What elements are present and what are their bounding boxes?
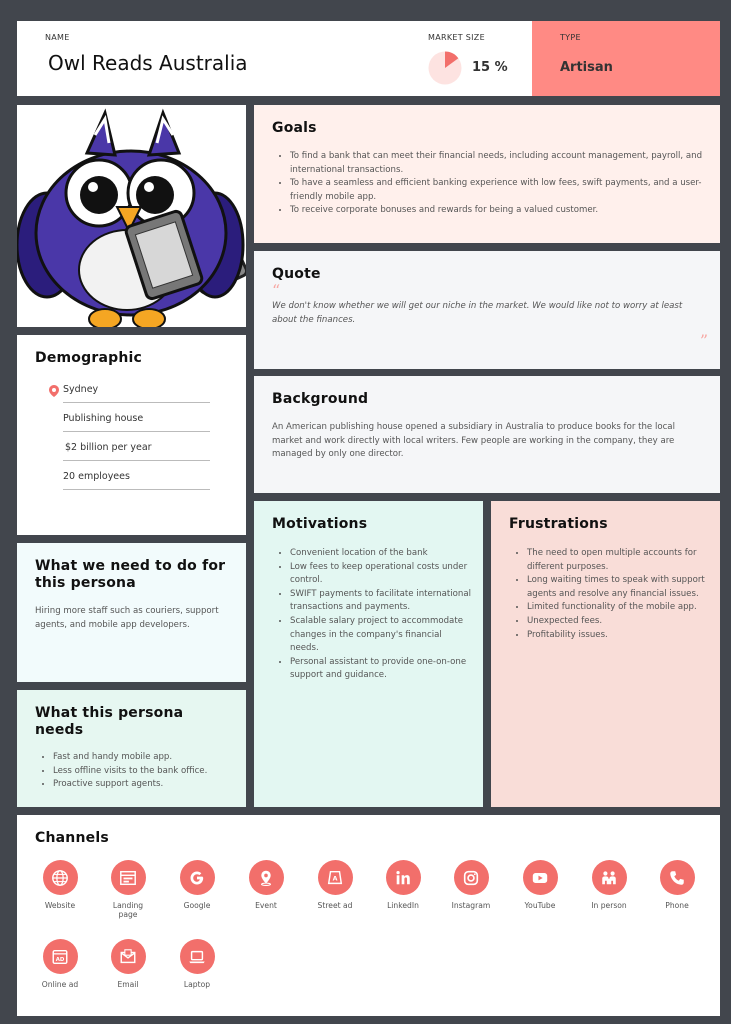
quote-title: Quote: [272, 266, 321, 282]
list-item: • Unexpected fees.: [527, 615, 709, 629]
close-quote-icon: ”: [699, 331, 708, 350]
globe-icon: [43, 860, 78, 895]
channel-website[interactable]: [30, 860, 90, 910]
background-card: [254, 376, 720, 493]
channel-label: Google: [183, 901, 211, 910]
needs-list: [35, 751, 235, 792]
ad-icon: [43, 939, 78, 974]
persona-header: [17, 21, 532, 96]
market-size-value: 15 %: [472, 60, 508, 75]
street-sign-icon: [318, 860, 353, 895]
market-size-label: MARKET SIZE: [428, 33, 485, 42]
location-pin-icon: [49, 385, 59, 397]
type-label: TYPE: [560, 33, 581, 42]
list-item: • The need to open multiple accounts for different purposes.: [527, 547, 709, 574]
goals-card: [254, 105, 720, 243]
frustrations-list: [509, 547, 709, 642]
list-item: • Low fees to keep operational costs under control.: [290, 561, 472, 588]
demographic-revenue: $2 billion per year: [63, 439, 210, 461]
laptop-icon: [180, 939, 215, 974]
demographic-employees: 20 employees: [63, 468, 210, 490]
background-text: An American publishing house opened a subsidiary in Australia to produce books for the local market and work directly with local writers. Few people are working in the company, they are managed by only one director.: [272, 422, 675, 460]
google-icon: [180, 860, 215, 895]
channel-event[interactable]: [236, 860, 296, 910]
goals-title: Goals: [272, 120, 317, 136]
location-pin-icon: [249, 860, 284, 895]
list-item: • Long waiting times to speak with support agents and resolve any financial issues.: [527, 574, 709, 601]
motivations-title: Motivations: [272, 516, 368, 532]
list-item: • To have a seamless and efficient banking experience with low fees, swift payments, and a user-friendly mobile app.: [290, 177, 704, 204]
channel-email[interactable]: [98, 939, 158, 989]
type-value: Artisan: [560, 60, 613, 75]
demographic-industry: Publishing house: [63, 410, 210, 432]
channel-label: Email: [117, 980, 139, 989]
frustrations-card: [491, 501, 720, 807]
motivations-list: [272, 547, 472, 683]
channel-landing-page[interactable]: [98, 860, 158, 919]
list-item: • Proactive support agents.: [53, 778, 235, 792]
channel-youtube[interactable]: [510, 860, 570, 910]
todo-title: What we need to do for this persona: [35, 558, 226, 591]
list-item: • Limited functionality of the mobile app.: [527, 601, 709, 615]
landing-page-icon: [111, 860, 146, 895]
name-label: NAME: [45, 33, 70, 42]
list-item: • SWIFT payments to facilitate international transactions and payments.: [290, 588, 472, 615]
channel-label: Website: [44, 901, 76, 910]
people-icon: [592, 860, 627, 895]
linkedin-icon: [386, 860, 421, 895]
quote-text: We don't know whether we will get our niche in the market. We would like not to worry at least about the finances.: [272, 301, 683, 325]
channel-label: LinkedIn: [387, 901, 419, 910]
background-title: Background: [272, 391, 369, 407]
persona-name: Owl Reads Australia: [48, 51, 248, 75]
channel-label: Event: [255, 901, 277, 910]
demographic-card: [17, 335, 246, 535]
svg-text:AD: AD: [55, 956, 65, 963]
needs-title: What this persona needs: [35, 705, 184, 738]
frustrations-title: Frustrations: [509, 516, 608, 532]
list-item: • Convenient location of the bank: [290, 547, 472, 561]
open-quote-icon: “: [272, 281, 281, 300]
demographic-title: Demographic: [35, 350, 142, 366]
list-item: • Less offline visits to the bank office.: [53, 765, 235, 779]
svg-text:A: A: [332, 875, 338, 883]
instagram-icon: [454, 860, 489, 895]
market-size-pie: [428, 51, 462, 85]
list-item: • Scalable salary project to accommodate changes in the company's financial needs.: [290, 615, 472, 656]
list-item: • Profitability issues.: [527, 629, 709, 643]
channels-title: Channels: [35, 830, 109, 846]
quote-card: [254, 251, 720, 369]
channel-in-person[interactable]: [579, 860, 639, 910]
channel-linkedin[interactable]: [373, 860, 433, 910]
channel-laptop[interactable]: [167, 939, 227, 989]
motivations-card: [254, 501, 483, 807]
channel-label: Laptop: [183, 980, 211, 989]
channels-card: [17, 815, 720, 1016]
channel-phone[interactable]: [647, 860, 707, 910]
type-panel: [532, 21, 720, 96]
channel-instagram[interactable]: [441, 860, 501, 910]
channel-label: Street ad: [317, 901, 353, 910]
channel-label: Phone: [665, 901, 689, 910]
goals-list: [272, 150, 704, 218]
needs-card: [17, 690, 246, 807]
channel-label: Instagram: [451, 901, 491, 910]
channel-label: YouTube: [524, 901, 556, 910]
avatar: [17, 105, 246, 327]
demographic-location: Sydney: [63, 381, 210, 403]
channel-google[interactable]: [167, 860, 227, 910]
todo-card: [17, 543, 246, 682]
list-item: • Personal assistant to provide one-on-one support and guidance.: [290, 656, 472, 683]
list-item: • To find a bank that can meet their financial needs, including account management, payroll, and international transactions.: [290, 150, 704, 177]
channel-label: In person: [591, 901, 627, 910]
phone-icon: [660, 860, 695, 895]
list-item: • Fast and handy mobile app.: [53, 751, 235, 765]
channel-street-ad[interactable]: [305, 860, 365, 910]
channel-online-ad[interactable]: [30, 939, 90, 989]
channel-label: Online ad: [41, 980, 79, 989]
owl-illustration: [17, 105, 246, 327]
email-icon: [111, 939, 146, 974]
channel-label: Landing page: [112, 901, 144, 919]
list-item: • To receive corporate bonuses and rewards for being a valued customer.: [290, 204, 704, 218]
youtube-icon: [523, 860, 558, 895]
todo-text: Hiring more staff such as couriers, support agents, and mobile app developers.: [35, 606, 219, 630]
